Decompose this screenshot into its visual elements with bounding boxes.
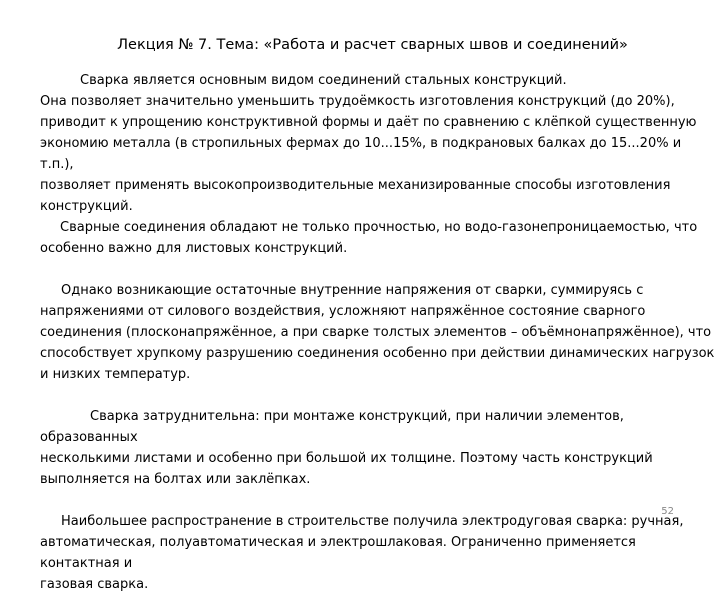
text-line: несколькими листами и особенно при большой их толщине. Поэтому часть конструкций	[40, 451, 653, 466]
text-line: позволяет применять высокопроизводительные механизированные способы изготовления	[40, 178, 671, 193]
paragraph-impermeability	[40, 217, 718, 259]
slide-title: Лекция № 7. Тема: «Работа и расчет сварных швов и соединений»	[117, 37, 628, 53]
text-line: особенно важно для листовых конструкций.	[40, 241, 348, 256]
paragraph-residual-stress	[40, 280, 718, 385]
slide-body	[40, 70, 718, 595]
paragraph-welding-difficulty	[40, 406, 718, 490]
paragraph-welding-types	[40, 511, 718, 595]
page-number: 52	[661, 506, 674, 517]
text-line: и низких температур.	[40, 367, 191, 382]
text-line: напряжениями от силового воздействия, усложняют напряжённое состояние сварного	[40, 304, 646, 319]
paragraph-welding-intro	[40, 70, 718, 217]
text-line: Сварка является основным видом соединений стальных конструкций.	[80, 73, 567, 88]
text-line: выполняется на болтах или заклёпках.	[40, 472, 311, 487]
text-line: газовая сварка.	[40, 577, 149, 592]
text-line: автоматическая, полуавтоматическая и электрошлаковая. Ограниченно применяется контактная и	[40, 535, 636, 571]
text-line: приводит к упрощению конструктивной формы и даёт по сравнению с клёпкой существенную	[40, 115, 697, 130]
text-line: Она позволяет значительно уменьшить трудоёмкость изготовления конструкций (до 20%),	[40, 94, 675, 109]
text-line: Сварка затруднительна: при монтаже конструкций, при наличии элементов, образованных	[40, 409, 624, 445]
text-line: Наибольшее распространение в строительстве получила электродуговая сварка: ручная,	[61, 514, 684, 529]
text-line: экономию металла (в стропильных фермах до 10...15%, в подкрановых балках до 15...20% и т.п.),	[40, 136, 682, 172]
text-line: Сварные соединения обладают не только прочностью, но водо-газонепроницаемостью, что	[60, 220, 698, 235]
text-line: конструкций.	[40, 199, 133, 214]
text-line: Однако возникающие остаточные внутренние напряжения от сварки, суммируясь с	[61, 283, 644, 298]
text-line: способствует хрупкому разрушению соединения особенно при действии динамических нагрузок	[40, 346, 715, 361]
text-line: соединения (плосконапряжённое, а при сварке толстых элементов – объёмнонапряжённое), что	[40, 325, 712, 340]
